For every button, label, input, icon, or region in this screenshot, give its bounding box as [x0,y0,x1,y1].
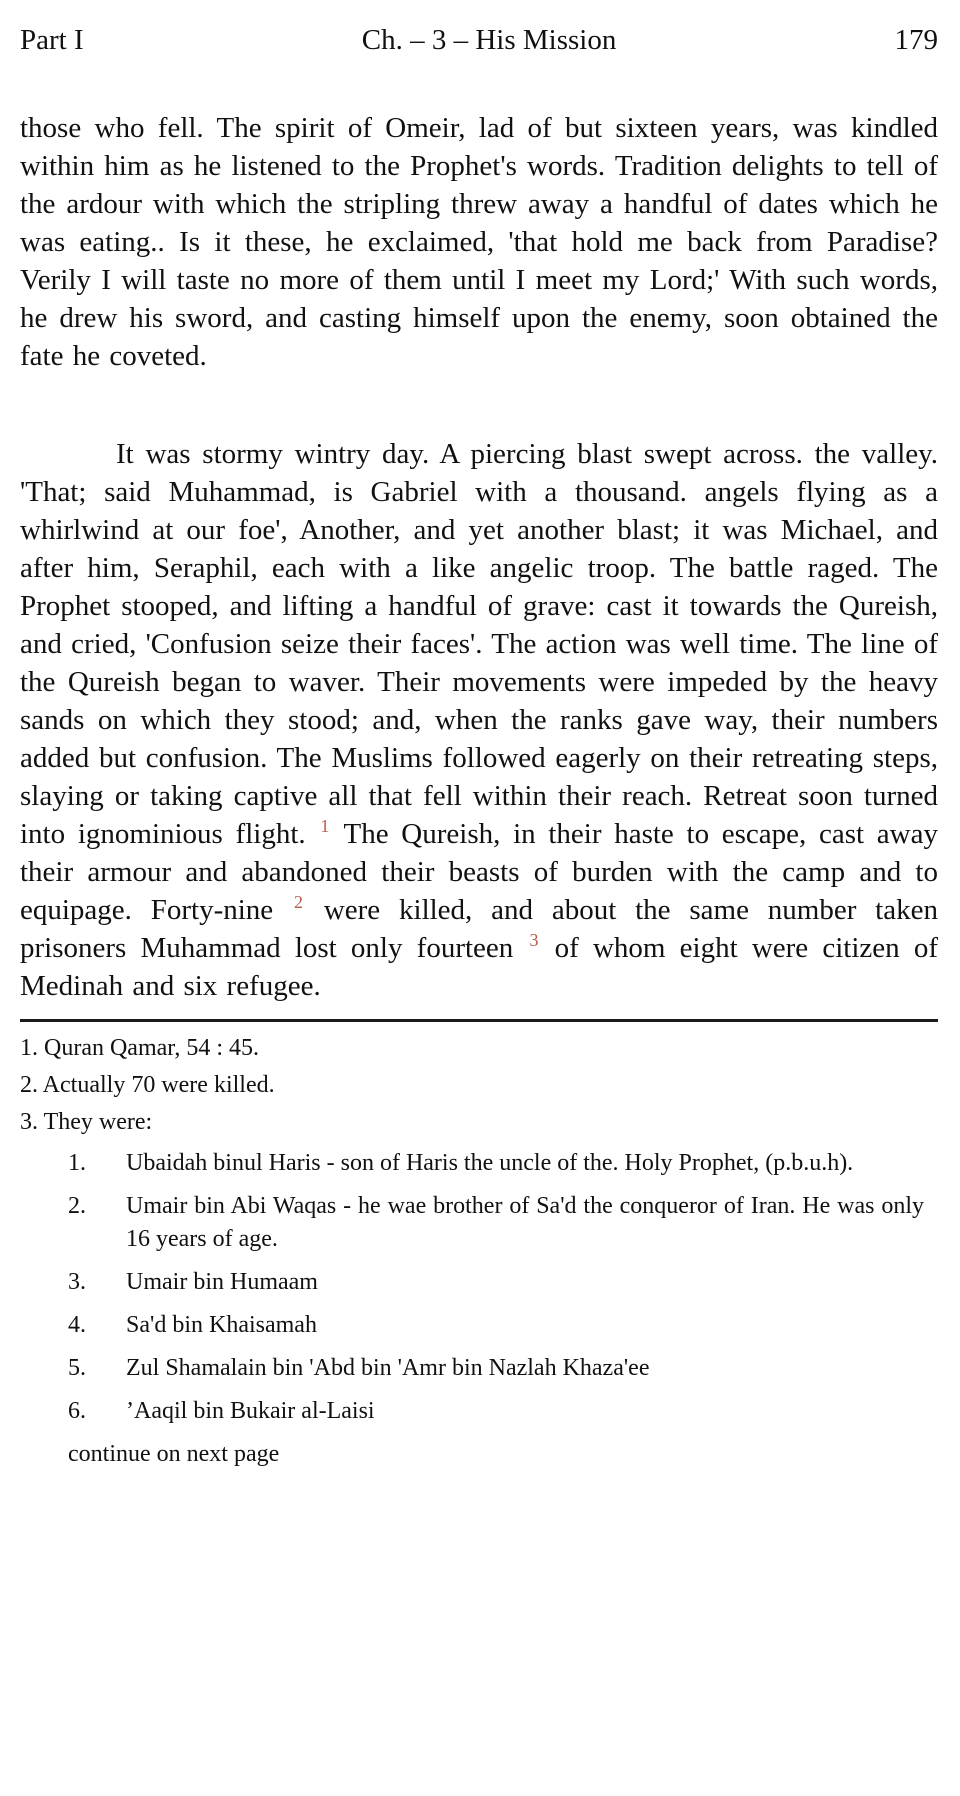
list-item-text: Zul Shamalain bin 'Abd bin 'Amr bin Nazlah Khaza'ee [126,1355,650,1381]
footnote-1: 1. Quran Qamar, 54 : 45. [20,1035,259,1061]
list-item-text: Umair bin Humaam [126,1269,318,1295]
footnote-2: 2. Actually 70 were killed. [20,1072,275,1098]
paragraph-2-segment: were killed, and about the same number taken prisoners Muhammad lost only fourteen [20,894,938,964]
paragraph-1: those who fell. The spirit of Omeir, lad of but sixteen years, was kindled within him as he listened to the Prophet's words. Tradition delights to tell of the ardour with which the stripling threw away a handful of dates which he was eating.. Is it these, he exclaimed, 'that hold me back from Paradise? Verily I will taste no more of them until I meet my Lord;' With such words, he drew his sword, and casting himself upon the enemy, soon obtained the fate he coveted. [20,112,938,372]
list-item-text: Ubaidah binul Haris - son of Haris the uncle of the. Holy Prophet, (p.b.u.h). [126,1150,854,1176]
footnote-3-heading: 3. They were: [20,1109,153,1135]
footnote-separator [20,1019,938,1022]
list-item-number: 1. [68,1150,86,1176]
list-item-text: Umair bin Abi Waqas - he wae brother of Sa'd the conqueror of Iran. He was only 16 years of age. [126,1193,924,1252]
list-item-number: 6. [68,1398,86,1424]
paragraph-2-segment: The Qureish, in their haste to escape, cast away their armour and abandoned their beasts of burden with the camp and to equipage. Forty-nine [20,818,938,926]
body-text [20,109,938,1005]
list-item-number: 4. [68,1312,86,1338]
footnote-3-list [20,1147,938,1428]
list-item-number: 3. [68,1269,86,1295]
list-item-text: Sa'd bin Khaisamah [126,1312,317,1338]
footnote-ref-1: 1 [320,816,330,837]
header-part-label: Part I [20,24,84,56]
footnote-ref-2: 2 [294,892,303,913]
list-item-text: ’Aaqil bin Bukair al-Laisi [126,1398,375,1424]
paragraph-2 [20,435,938,1005]
list-item [68,1352,938,1385]
page-number: 179 [894,24,938,56]
header-chapter-title: Ch. – 3 – His Mission [361,24,617,56]
list-item [68,1309,938,1342]
list-item [68,1266,938,1299]
list-item-number: 2. [68,1193,86,1219]
page-header [20,24,938,57]
list-item [68,1147,938,1180]
footnote-ref-3: 3 [529,930,539,951]
footnotes-section [20,1032,938,1471]
list-item-number: 5. [68,1355,86,1381]
paragraph-2-segment: It was stormy wintry day. A piercing blast swept across. the valley. 'That; said Muhammad, is Gabriel with a thousand. angels flying as a whirlwind at our foe', Another, and yet another blast; it was Michael, and after him, Seraphil, each with a like angelic troop. The battle raged. The Prophet stooped, and lifting a handful of grave: cast it towards the Qureish, and cried, 'Confusion seize their faces'. The action was well time. The line of the Qureish began to waver. Their movements were impeded by the heavy sands on which they stood; and, when the ranks gave way, their numbers added but confusion. The Muslims followed eagerly on their retreating steps, slaying or taking captive all that fell within their reach. Retreat soon turned into ignominious flight. [20,438,938,850]
list-item [68,1395,938,1428]
list-item [68,1190,938,1256]
paragraph-2-segment: of whom eight were citizen of Medinah and six refugee. [20,932,938,1002]
continue-note: continue on next page [68,1441,280,1467]
